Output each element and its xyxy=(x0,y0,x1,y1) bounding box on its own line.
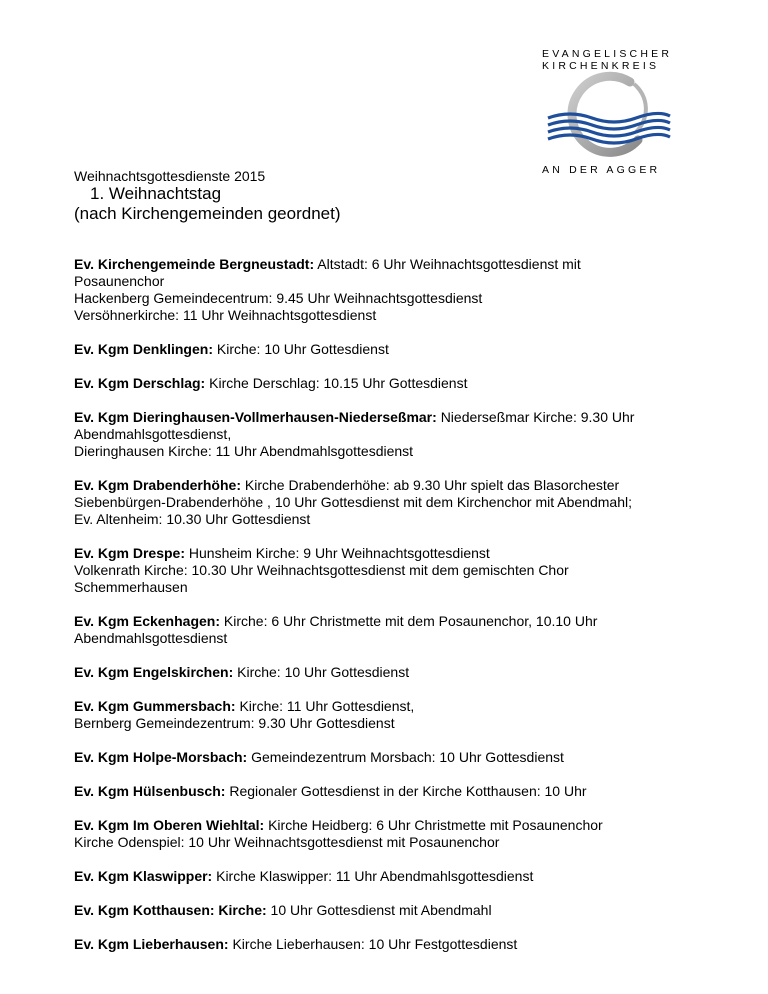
congregation-name: Ev. Kgm Engelskirchen: xyxy=(74,664,234,680)
service-detail: 10 Uhr Gottesdienst mit Abendmahl xyxy=(270,902,492,918)
congregation-entry xyxy=(74,868,724,885)
congregation-name: Ev. Kgm Kotthausen: Kirche: xyxy=(74,902,267,918)
congregation-name: Ev. Kgm Klaswipper: xyxy=(74,868,213,884)
congregation-name: Ev. Kgm Hülsenbusch: xyxy=(74,783,226,799)
service-detail: Dieringhausen Kirche: 11 Uhr Abendmahlsgottesdienst xyxy=(74,443,414,459)
service-detail: Abendmahlsgottesdienst, xyxy=(74,426,232,442)
document-year-title: Weihnachtsgottesdienste 2015 xyxy=(74,168,266,184)
service-detail: Regionaler Gottesdienst in der Kirche Kotthausen: 10 Uhr xyxy=(229,783,587,799)
congregation-name: Ev. Kgm Im Oberen Wiehltal: xyxy=(74,817,265,833)
service-detail: Kirche Drabenderhöhe: ab 9.30 Uhr spielt das Blasorchester xyxy=(244,477,620,493)
logo-text-top xyxy=(542,48,672,72)
ring-and-waves-icon xyxy=(530,70,680,160)
church-district-logo xyxy=(520,42,690,182)
service-detail: Niederseßmar Kirche: 9.30 Uhr xyxy=(440,409,635,425)
service-detail: Altstadt: 6 Uhr Weihnachtsgottesdienst mit xyxy=(317,256,581,272)
congregation-entry xyxy=(74,698,724,732)
congregation-name: Ev. Kgm Dieringhausen-Vollmerhausen-Niederseßmar: xyxy=(74,409,437,425)
service-detail: Ev. Altenheim: 10.30 Uhr Gottesdienst xyxy=(74,511,311,527)
congregation-entry xyxy=(74,817,724,851)
service-detail: Hunsheim Kirche: 9 Uhr Weihnachtsgottesdienst xyxy=(188,545,490,561)
service-detail: Kirche: 10 Uhr Gottesdienst xyxy=(237,664,410,680)
congregation-name: Ev. Kgm Drespe: xyxy=(74,545,185,561)
service-detail: Volkenrath Kirche: 10.30 Uhr Weihnachtsgottesdienst mit dem gemischten Chor xyxy=(74,562,569,578)
congregation-entry xyxy=(74,409,724,460)
congregation-name: Ev. Kgm Drabenderhöhe: xyxy=(74,477,241,493)
service-detail: Kirche Lieberhausen: 10 Uhr Festgottesdienst xyxy=(232,936,518,952)
congregation-entry xyxy=(74,613,724,647)
congregation-entry xyxy=(74,783,724,800)
document-subtitle: (nach Kirchengemeinden geordnet) xyxy=(74,204,341,223)
congregation-entry xyxy=(74,256,724,324)
congregation-entry xyxy=(74,545,724,596)
service-detail: Hackenberg Gemeindecentrum: 9.45 Uhr Weihnachtsgottesdienst xyxy=(74,290,483,306)
congregation-name: Ev. Kgm Eckenhagen: xyxy=(74,613,221,629)
logo-line-3: AN DER AGGER xyxy=(542,164,661,176)
service-detail: Versöhnerkirche: 11 Uhr Weihnachtsgottesdienst xyxy=(74,307,377,323)
service-detail: Siebenbürgen-Drabenderhöhe , 10 Uhr Gottesdienst mit dem Kirchenchor mit Abendmahl; xyxy=(74,494,632,510)
logo-line-2: KIRCHENKREIS xyxy=(542,60,660,72)
document-day-heading: 1. Weihnachtstag xyxy=(90,184,222,203)
congregation-entry xyxy=(74,477,724,528)
congregation-name: Ev. Kgm Holpe-Morsbach: xyxy=(74,749,248,765)
service-detail: Kirche Klaswipper: 11 Uhr Abendmahlsgottesdienst xyxy=(216,868,534,884)
congregation-entry xyxy=(74,902,724,919)
service-detail: Kirche: 6 Uhr Christmette mit dem Posaunenchor, 10.10 Uhr xyxy=(223,613,598,629)
service-detail: Schemmerhausen xyxy=(74,579,188,595)
service-detail: Gemeindezentrum Morsbach: 10 Uhr Gottesdienst xyxy=(251,749,564,765)
service-detail: Bernberg Gemeindezentrum: 9.30 Uhr Gottesdienst xyxy=(74,715,395,731)
congregation-entry xyxy=(74,664,724,681)
congregation-name: Ev. Kgm Denklingen: xyxy=(74,341,213,357)
service-detail: Abendmahlsgottesdienst xyxy=(74,630,228,646)
congregation-entry xyxy=(74,375,724,392)
congregation-name: Ev. Kgm Gummersbach: xyxy=(74,698,236,714)
congregation-name: Ev. Kirchengemeinde Bergneustadt: xyxy=(74,256,315,272)
congregation-name: Ev. Kgm Lieberhausen: xyxy=(74,936,229,952)
congregation-name: Ev. Kgm Derschlag: xyxy=(74,375,206,391)
congregation-entry xyxy=(74,749,724,766)
service-detail: Kirche Odenspiel: 10 Uhr Weihnachtsgottesdienst mit Posaunenchor xyxy=(74,834,500,850)
congregation-entry xyxy=(74,341,724,358)
service-detail: Kirche Derschlag: 10.15 Uhr Gottesdienst xyxy=(209,375,468,391)
service-detail: Posaunenchor xyxy=(74,273,165,289)
service-detail: Kirche: 11 Uhr Gottesdienst, xyxy=(239,698,415,714)
logo-line-1: EVANGELISCHER xyxy=(542,48,673,60)
service-detail: Kirche: 10 Uhr Gottesdienst xyxy=(216,341,389,357)
service-list xyxy=(74,256,724,970)
congregation-entry xyxy=(74,936,724,953)
service-detail: Kirche Heidberg: 6 Uhr Christmette mit Posaunenchor xyxy=(268,817,603,833)
